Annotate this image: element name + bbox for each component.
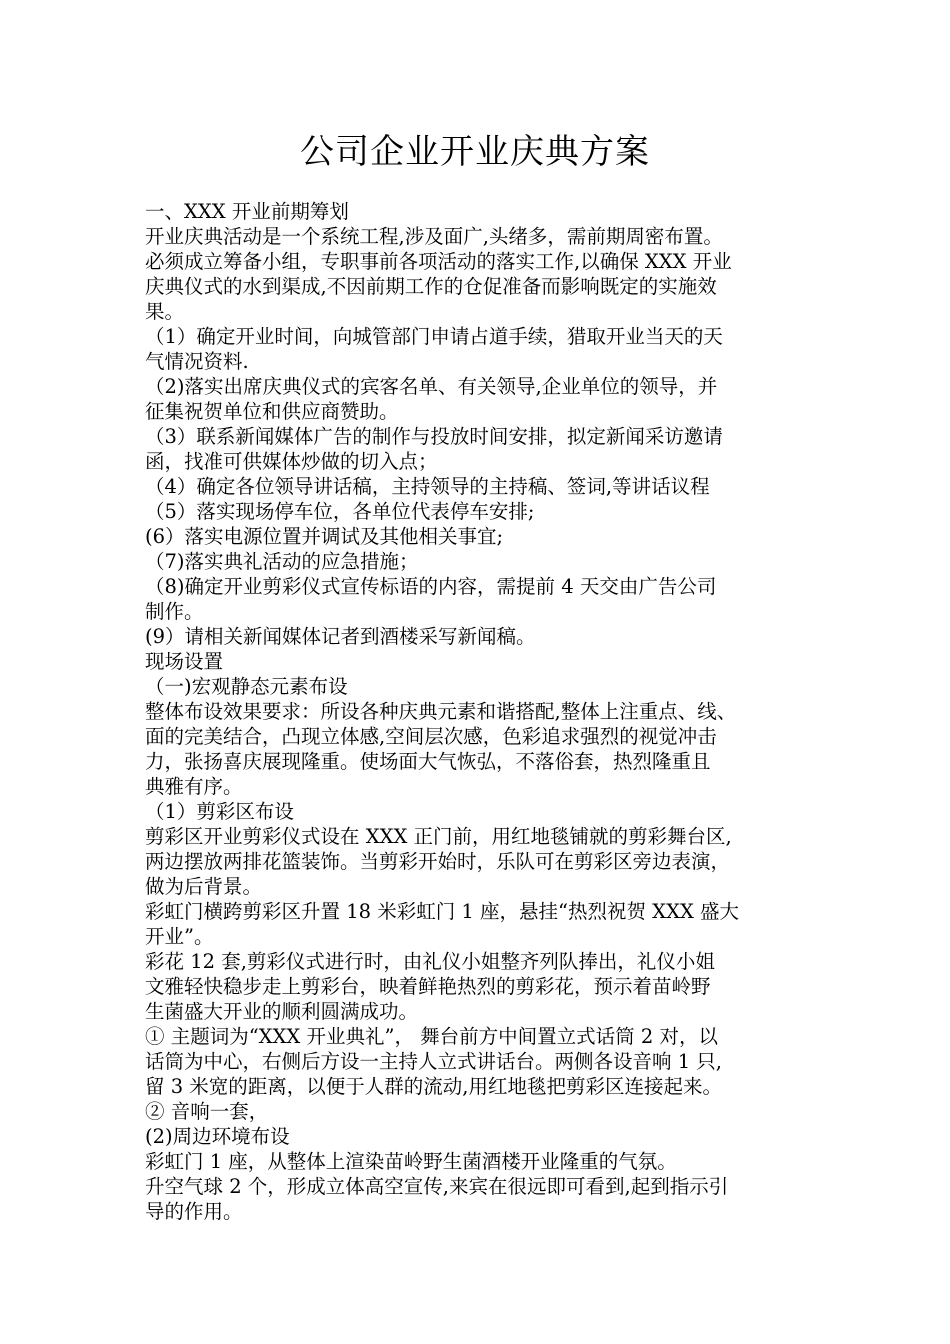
document-line: 生菌盛大开业的顺利圆满成功。: [145, 1000, 419, 1023]
document-line: 果。: [145, 300, 185, 323]
document-line: 现场设置: [145, 650, 224, 673]
document-line: （8)确定开业剪彩仪式宣传标语的内容，需提前 4 天交由广告公司: [145, 575, 717, 598]
document-line: 必须成立筹备小组，专职事前各项活动的落实工作,以确保 XXX 开业: [145, 250, 732, 273]
document-body: [145, 199, 830, 1224]
document-line: ② 音响一套，: [145, 1100, 269, 1123]
document-line: 制作。: [145, 600, 204, 623]
document-line: 开业庆典活动是一个系统工程,涉及面广,头绪多，需前期周密布置。: [145, 225, 723, 248]
document-line: 彩花 12 套,剪彩仪式进行时，由礼仪小姐整齐列队捧出，礼仪小姐: [145, 950, 715, 973]
document-line: 留 3 米宽的距离，以便于人群的流动,用红地毯把剪彩区连接起来。: [145, 1075, 723, 1098]
document-line: （2)落实出席庆典仪式的宾客名单、有关领导,企业单位的领导，并: [145, 375, 718, 398]
document-line: (9）请相关新闻媒体记者到酒楼采写新闻稿。: [145, 625, 536, 648]
document-title: 公司企业开业庆典方案: [300, 132, 650, 172]
document-line: 导的作用。: [145, 1200, 243, 1223]
document-line: 彩虹门横跨剪彩区升置 18 米彩虹门 1 座，悬挂“热烈祝贺 XXX 盛大: [145, 900, 740, 923]
document-line: 庆典仪式的水到渠成,不因前期工作的仓促准备而影响既定的实施效: [145, 275, 717, 298]
document-line: (2)周边环境布设: [145, 1125, 290, 1148]
document-line: （一)宏观静态元素布设: [145, 675, 348, 698]
document-line: 整体布设效果要求：所设各种庆典元素和谐搭配,整体上注重点、线、: [145, 700, 737, 723]
document-line: 力，张扬喜庆展现隆重。使场面大气恢弘，不落俗套，热烈隆重且: [145, 750, 711, 773]
document-line: 话筒为中心，右侧后方设一主持人立式讲话台。两侧各设音响 1 只,: [145, 1050, 723, 1073]
document-line: 文雅轻快稳步走上剪彩台，映着鲜艳热烈的剪彩花，预示着苗岭野: [145, 975, 711, 998]
document-line: 升空气球 2 个，形成立体高空宣传,来宾在很远即可看到,起到指示引: [145, 1175, 729, 1198]
document-line: 典雅有序。: [145, 775, 243, 798]
document-line: 彩虹门 1 座，从整体上渲染苗岭野生菌酒楼开业隆重的气氛。: [145, 1150, 677, 1173]
document-line: 开业”。: [145, 925, 214, 948]
document-line: （4）确定各位领导讲话稿，主持领导的主持稿、签词,等讲话议程: [145, 475, 710, 498]
document-line: 面的完美结合，凸现立体感,空间层次感，色彩追求强烈的视觉冲击: [145, 725, 717, 748]
document-line: 两边摆放两排花篮装饰。当剪彩开始时，乐队可在剪彩区旁边表演，: [145, 850, 731, 873]
document-line: (6）落实电源位置并调试及其他相关事宜;: [145, 525, 504, 548]
document-line: 气情况资料.: [145, 350, 249, 373]
document-line: （3）联系新闻媒体广告的制作与投放时间安排，拟定新闻采访邀请: [145, 425, 723, 448]
document-line: 函，找准可供媒体炒做的切入点；: [145, 450, 438, 473]
document-line: 剪彩区开业剪彩仪式设在 XXX 正门前，用红地毯铺就的剪彩舞台区,: [145, 825, 732, 848]
document-line: （7)落实典礼活动的应急措施；: [145, 550, 419, 573]
document-line: 做为后背景。: [145, 875, 263, 898]
document-line: （5）落实现场停车位，各单位代表停车安排;: [145, 500, 535, 523]
document-line: （1）确定开业时间，向城管部门申请占道手续，猎取开业当天的天: [145, 325, 723, 348]
document-line: ① 主题词为“XXX 开业典礼”， 舞台前方中间置立式话筒 2 对，以: [145, 1025, 718, 1048]
document-line: 一、XXX 开业前期筹划: [145, 200, 349, 223]
document-line: 征集祝贺单位和供应商赞助。: [145, 400, 399, 423]
document-line: （1）剪彩区布设: [145, 800, 294, 823]
